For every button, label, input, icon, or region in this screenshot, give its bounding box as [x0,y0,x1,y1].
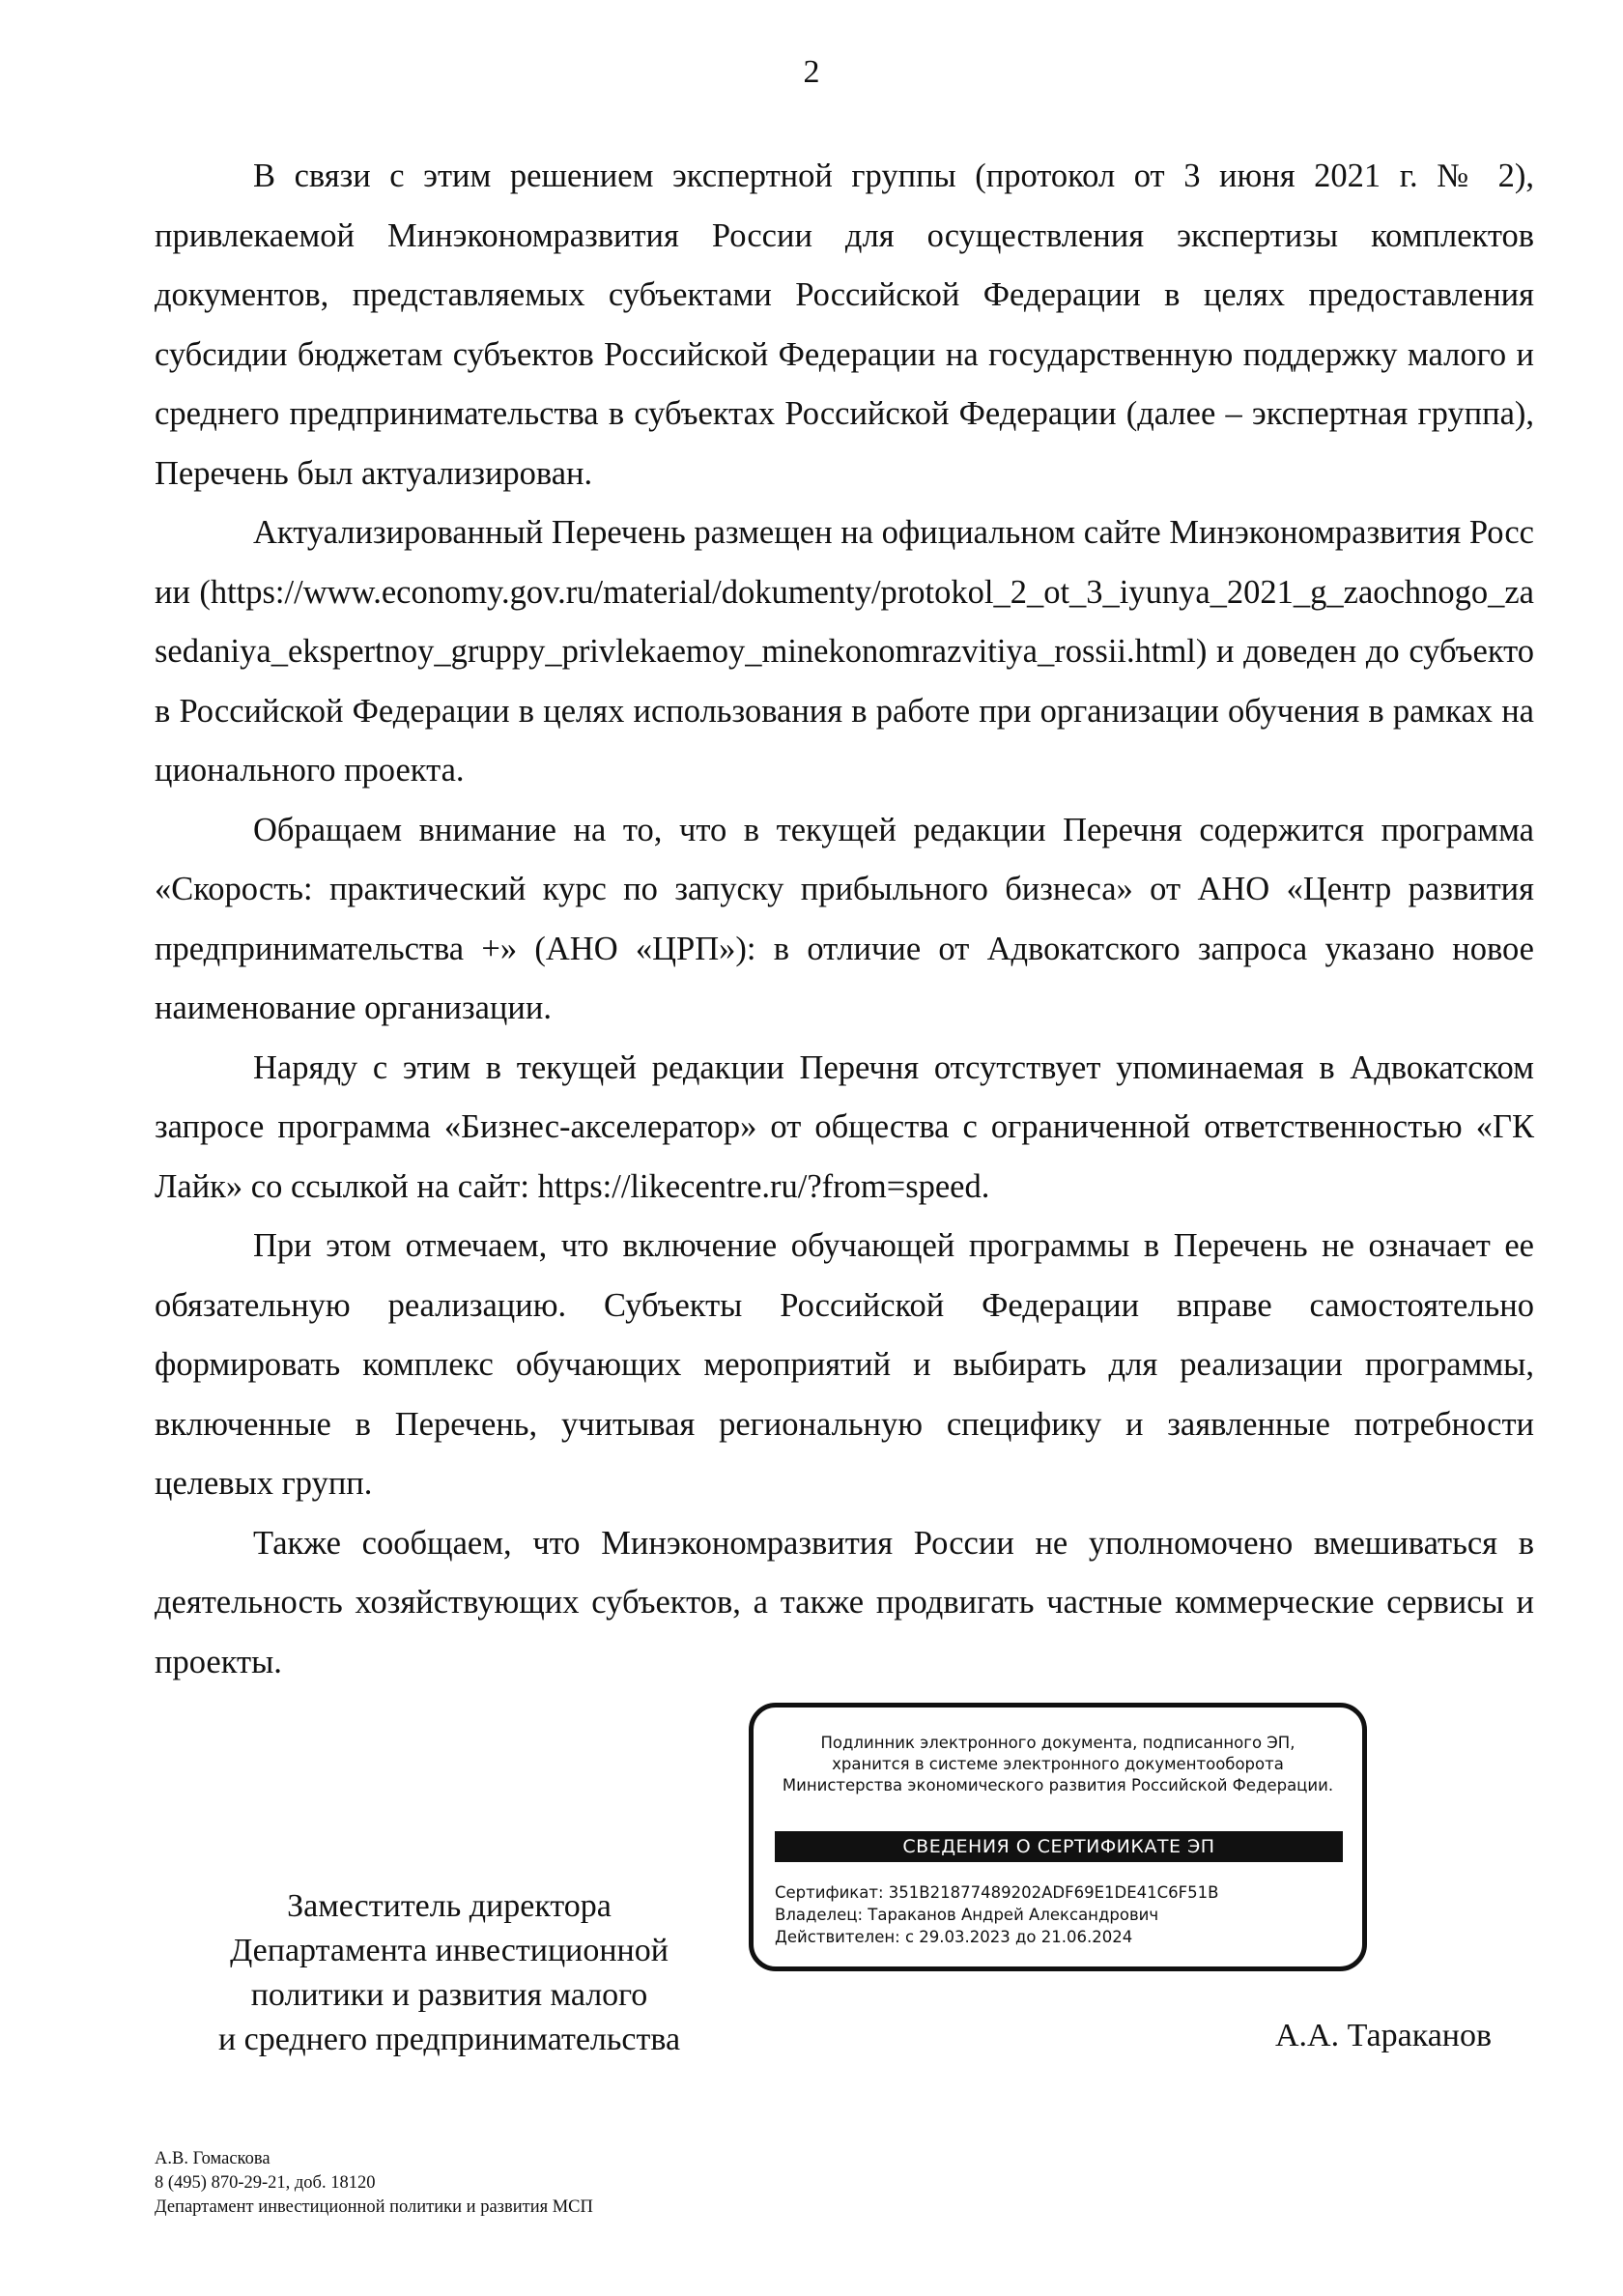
executor-phone: 8 (495) 870-29-21, доб. 18120 [155,2173,376,2193]
signer-position-line: Заместитель директора [287,1888,612,1924]
signer-position-line: и среднего предпринимательства [217,2022,681,2057]
paragraph-not-mandatory: При этом отмечаем, что включение обучающей программы в Перечень не означает ее обязательную реализацию. Субъекты Российской Федерации вправе самостоятельно формировать комплекс обучающих мероприятий и выбирать для реализации программы, включенные в Перечень, учитывая региональную специфику и заявленные потребности целевых групп. [155,1227,1534,1502]
signer-name: А.А. Тараканов [1275,2018,1493,2053]
executor-name: А.В. Гомаскова [155,2149,270,2168]
certificate-details [775,1881,1218,1948]
paragraph-list-published: Актуализированный Перечень размещен на официальном сайте Минэкономразвития России (https://www.economy.gov.ru/material/dokumenty/protokol_2_ot_3_iyunya_2021_g_zaochnogo_zasedaniya_ekspertnoy_gruppy_privlekaemoy_minekonomrazvitiya_rossii.html) и доведен до субъектов Российской Федерации в целях использования в работе при организации обучения в рамках национального проекта. [155,514,1534,789]
signer-position-line: политики и развития малого [250,1977,648,2013]
signer-position-line: Департамента инвестиционной [230,1933,669,1968]
paragraph-expert-group: В связи с этим решением экспертной группы (протокол от 3 июня 2021 г. № 2), привлекаемой Минэкономразвития России для осуществления экспертизы комплектов документов, представляемых субъектами Российской Федерации в целях предоставления субсидии бюджетам субъектов Российской Федерации на государственную поддержку малого и среднего предпринимательства в субъектах Российской Федерации (далее – экспертная группа), Перечень был актуализирован. [155,158,1534,492]
paragraph-not-authorized: Также сообщаем, что Минэкономразвития России не уполномочено вмешиваться в деятельность хозяйствующих субъектов, а также продвигать частные коммерческие сервисы и проекты. [155,1524,1534,1680]
certificate-owner: Владелец: Тараканов Андрей Александрович [775,1906,1159,1924]
paragraph-speed-program: Обращаем внимание на то, что в текущей редакции Перечня содержится программа «Скорость: практический курс по запуску прибыльного бизнеса» от АНО «Центр развития предпринимательства +» (АНО «ЦРП»): в отличие от Адвокатского запроса указано новое наименование организации. [155,811,1534,1026]
executor-contact [155,2147,593,2220]
page-number: 2 [803,54,820,90]
stamp-note-line: Министерства экономического развития Российской Федерации. [782,1776,1334,1794]
paragraph-business-accelerator: Наряду с этим в текущей редакции Перечня отсутствует упоминаемая в Адвокатском запросе программа «Бизнес-акселератор» от общества с ограниченной ответственностью «ГК Лайк» со ссылкой на сайт: https://likecentre.ru/?from=speed. [155,1048,1534,1205]
stamp-note-line: Подлинник электронного документа, подписанного ЭП, [820,1734,1296,1752]
certificate-serial: Сертификат: 351B21877489202ADF69E1DE41C6F51B [775,1883,1219,1902]
stamp-note-line: хранится в системе электронного документооборота [832,1755,1284,1773]
certificate-validity: Действителен: с 29.03.2023 до 21.06.2024 [775,1928,1133,1946]
signer-position [164,1884,734,2062]
executor-department: Департамент инвестиционной политики и развития МСП [155,2197,593,2217]
stamp-note [754,1733,1362,1796]
electronic-signature-stamp [749,1703,1367,1971]
certificate-header: СВЕДЕНИЯ О СЕРТИФИКАТЕ ЭП [775,1831,1343,1862]
letter-body [155,147,1534,1692]
